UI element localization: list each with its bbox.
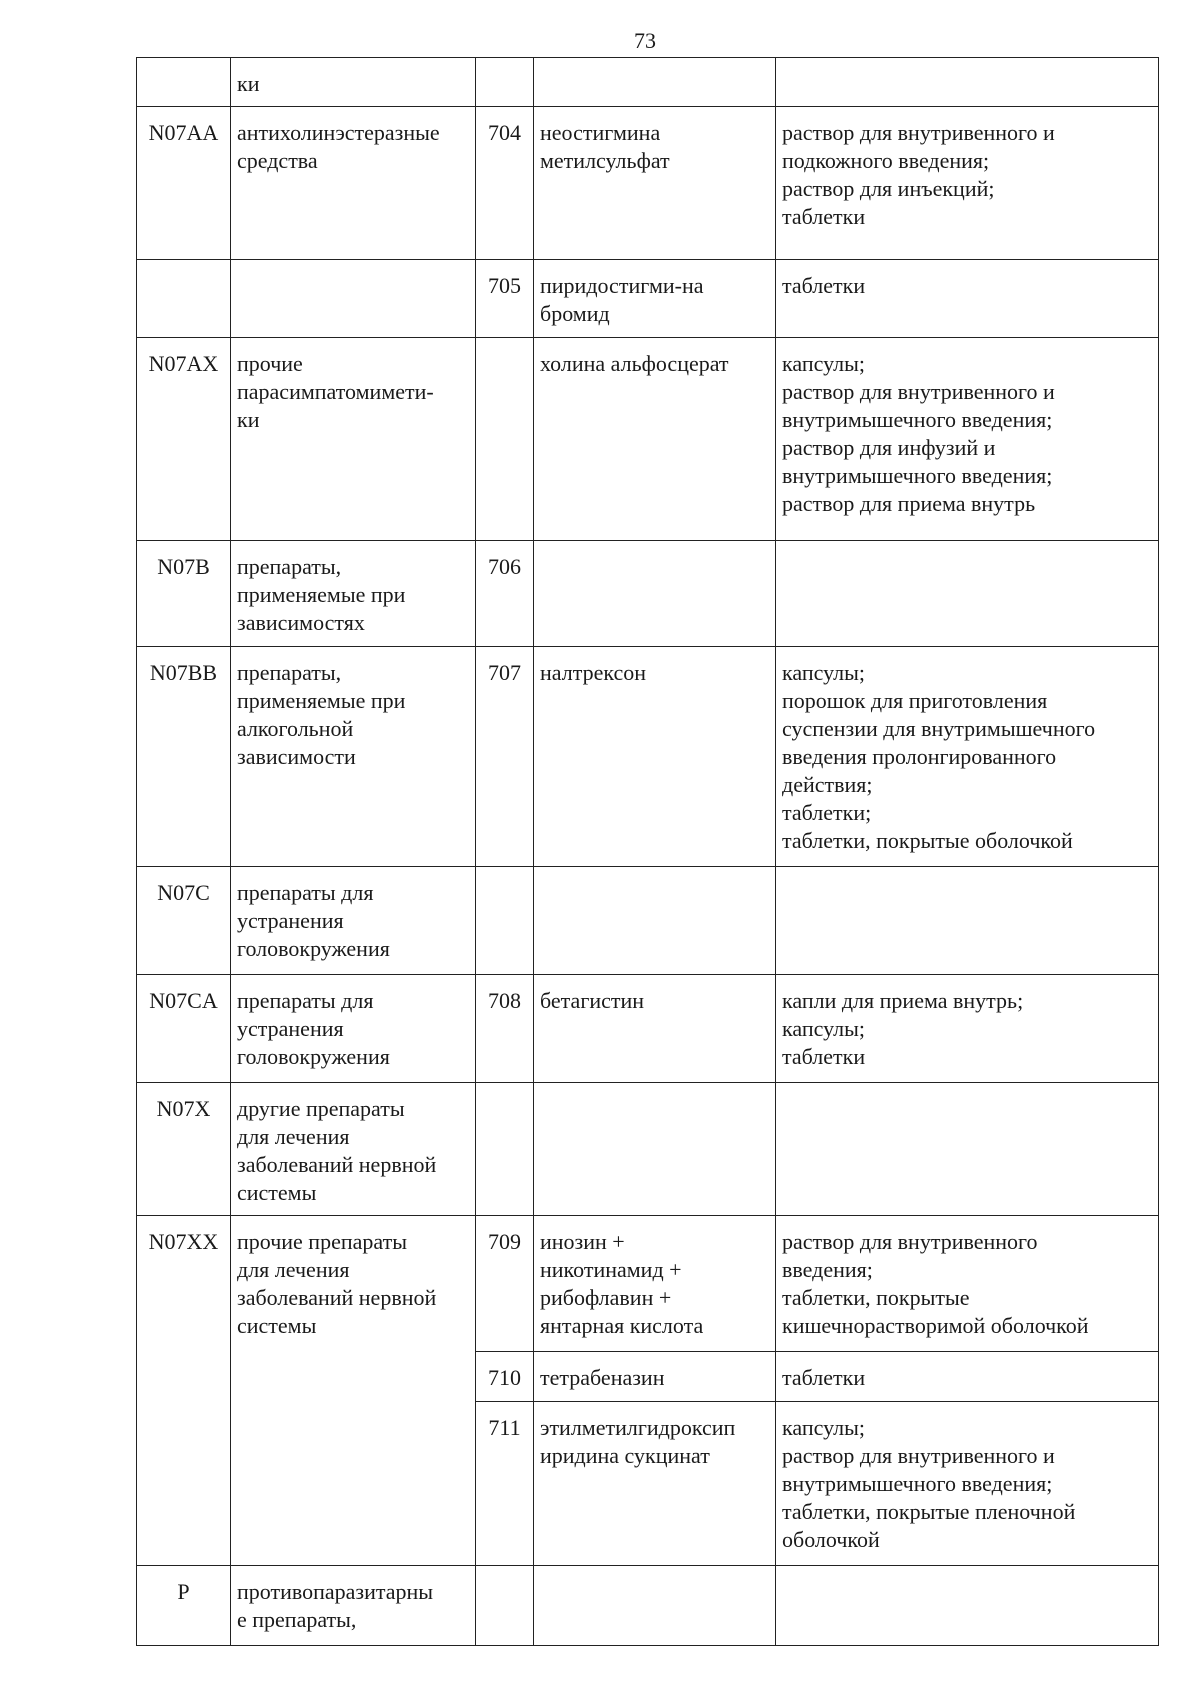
group-name-cell [231,338,476,541]
table-row [137,541,1159,647]
drug-table [136,57,1159,1646]
item-number-cell [476,338,534,541]
dosage-forms-cell [776,1216,1159,1352]
table-row [137,975,1159,1083]
cell-text-line: неостигмина [540,120,661,145]
group-name-cell [231,1083,476,1216]
cell-text-line: раствор для инъекций; [782,176,995,201]
item-number-cell: 705 [476,260,534,338]
group-name-cell [231,107,476,260]
cell-text-line: капсулы; [782,1016,865,1041]
cell-text-line: для лечения [237,1257,350,1282]
cell-text-line: таблетки [782,1365,866,1390]
table-row [137,107,1159,260]
cell-text-line: таблетки; [782,800,872,825]
cell-text-line: иридина сукцинат [540,1443,710,1468]
group-name-cell [231,1566,476,1646]
page-number: 73 [634,28,656,53]
cell-text-line: системы [237,1313,317,1338]
drug-name-cell [534,1402,776,1566]
item-number-cell: 710 [476,1352,534,1402]
table-row [137,338,1159,541]
cell-text-line: парасимпатомимети- [237,379,434,404]
cell-text-line: раствор для инфузий и [782,435,996,460]
cell-text-line: раствор для внутривенного и [782,1443,1055,1468]
cell-text-line: препараты, [237,554,342,579]
dosage-forms-cell [776,1566,1159,1646]
table-row [137,1083,1159,1216]
cell-text-line: налтрексон [540,660,647,685]
item-number-cell [476,867,534,975]
cell-text-line: заболеваний нервной [237,1152,437,1177]
cell-text-line: раствор для внутривенного [782,1229,1038,1254]
item-number-cell: 709 [476,1216,534,1352]
item-number-cell [476,1083,534,1216]
atc-code-cell: N07XX [137,1216,231,1566]
dosage-forms-cell [776,1083,1159,1216]
drug-name-cell [534,647,776,867]
cell-text-line: таблетки, покрытые [782,1285,970,1310]
drug-name-cell [534,1352,776,1402]
cell-text-line: устранения [237,908,344,933]
drug-name-cell [534,1083,776,1216]
cell-text-line: суспензии для внутримышечного [782,716,1096,741]
drug-name-cell [534,338,776,541]
atc-code-cell: N07C [137,867,231,975]
dosage-forms-cell [776,975,1159,1083]
atc-code-cell: N07CA [137,975,231,1083]
group-name-cell [231,541,476,647]
cell-text-line: капсулы; [782,660,865,685]
table-row [137,260,1159,338]
table-row [137,58,1159,107]
cell-text-line: инозин + [540,1229,625,1254]
cell-text-line: действия; [782,772,873,797]
table-row [137,1566,1159,1646]
cell-text-line: раствор для внутривенного и [782,120,1055,145]
cell-text-line: рибофлавин + [540,1285,672,1310]
cell-text-line: применяемые при [237,582,406,607]
dosage-forms-cell [776,107,1159,260]
cell-text-line: пиридостигми-на [540,273,704,298]
cell-text-line: е препараты, [237,1607,357,1632]
cell-text-line: бромид [540,301,610,326]
item-number-cell [476,58,534,107]
cell-text-line: таблетки, покрытые оболочкой [782,828,1073,853]
cell-text-line: введения; [782,1257,873,1282]
item-number-cell: 708 [476,975,534,1083]
cell-text-line: препараты, [237,660,342,685]
cell-text-line: оболочкой [782,1527,880,1552]
item-number-cell: 711 [476,1402,534,1566]
cell-text-line: ки [237,71,260,96]
cell-text-line: порошок для приготовления [782,688,1048,713]
cell-text-line: кишечнорастворимой оболочкой [782,1313,1089,1338]
cell-text-line: тетрабеназин [540,1365,665,1390]
cell-text-line: подкожного введения; [782,148,990,173]
cell-text-line: другие препараты [237,1096,405,1121]
group-name-cell [231,260,476,338]
cell-text-line: заболеваний нервной [237,1285,437,1310]
cell-text-line: раствор для внутривенного и [782,379,1055,404]
cell-text-line: препараты для [237,880,374,905]
dosage-forms-cell [776,867,1159,975]
cell-text-line: таблетки [782,273,866,298]
cell-text-line: устранения [237,1016,344,1041]
table-row [137,647,1159,867]
drug-name-cell [534,1216,776,1352]
cell-text-line: капли для приема внутрь; [782,988,1024,1013]
cell-text-line: алкогольной [237,716,354,741]
group-name-cell [231,975,476,1083]
item-number-cell [476,1566,534,1646]
cell-text-line: головокружения [237,936,390,961]
cell-text-line: таблетки [782,1044,866,1069]
atc-code-cell: N07X [137,1083,231,1216]
atc-code-cell [137,260,231,338]
cell-text-line: внутримышечного введения; [782,463,1053,488]
cell-text-line: внутримышечного введения; [782,407,1053,432]
dosage-forms-cell [776,647,1159,867]
drug-name-cell [534,107,776,260]
cell-text-line: головокружения [237,1044,390,1069]
cell-text-line: этилметилгидроксип [540,1415,736,1440]
item-number-cell: 704 [476,107,534,260]
cell-text-line: средства [237,148,318,173]
atc-code-cell: N07AA [137,107,231,260]
item-number-cell: 706 [476,541,534,647]
group-name-cell [231,58,476,107]
drug-name-cell [534,260,776,338]
drug-name-cell [534,541,776,647]
cell-text-line: капсулы; [782,351,865,376]
table-row [137,867,1159,975]
drug-name-cell [534,975,776,1083]
cell-text-line: ки [237,407,260,432]
dosage-forms-cell [776,260,1159,338]
cell-text-line: капсулы; [782,1415,865,1440]
cell-text-line: янтарная кислота [540,1313,704,1338]
cell-text-line: прочие препараты [237,1229,407,1254]
cell-text-line: введения пролонгированного [782,744,1057,769]
group-name-cell [231,867,476,975]
cell-text-line: для лечения [237,1124,350,1149]
atc-code-cell: N07BB [137,647,231,867]
cell-text-line: антихолинэстеразные [237,120,440,145]
cell-text-line: таблетки [782,204,866,229]
dosage-forms-cell [776,58,1159,107]
item-number-cell: 707 [476,647,534,867]
cell-text-line: внутримышечного введения; [782,1471,1053,1496]
cell-text-line: зависимостях [237,610,365,635]
dosage-forms-cell [776,541,1159,647]
cell-text-line: системы [237,1180,317,1205]
cell-text-line: прочие [237,351,303,376]
drug-name-cell [534,867,776,975]
atc-code-cell [137,58,231,107]
cell-text-line: зависимости [237,744,356,769]
atc-code-cell: N07B [137,541,231,647]
group-name-cell [231,647,476,867]
cell-text-line: таблетки, покрытые пленочной [782,1499,1076,1524]
drug-name-cell [534,1566,776,1646]
cell-text-line: раствор для приема внутрь [782,491,1036,516]
cell-text-line: применяемые при [237,688,406,713]
dosage-forms-cell [776,1352,1159,1402]
cell-text-line: метилсульфат [540,148,670,173]
cell-text-line: препараты для [237,988,374,1013]
group-name-cell [231,1216,476,1566]
atc-code-cell: N07AX [137,338,231,541]
table-row [137,1216,1159,1352]
atc-code-cell: P [137,1566,231,1646]
cell-text-line: бетагистин [540,988,645,1013]
drug-name-cell [534,58,776,107]
cell-text-line: никотинамид + [540,1257,682,1282]
cell-text-line: холина альфосцерат [540,351,729,376]
dosage-forms-cell [776,1402,1159,1566]
dosage-forms-cell [776,338,1159,541]
cell-text-line: противопаразитарны [237,1579,434,1604]
